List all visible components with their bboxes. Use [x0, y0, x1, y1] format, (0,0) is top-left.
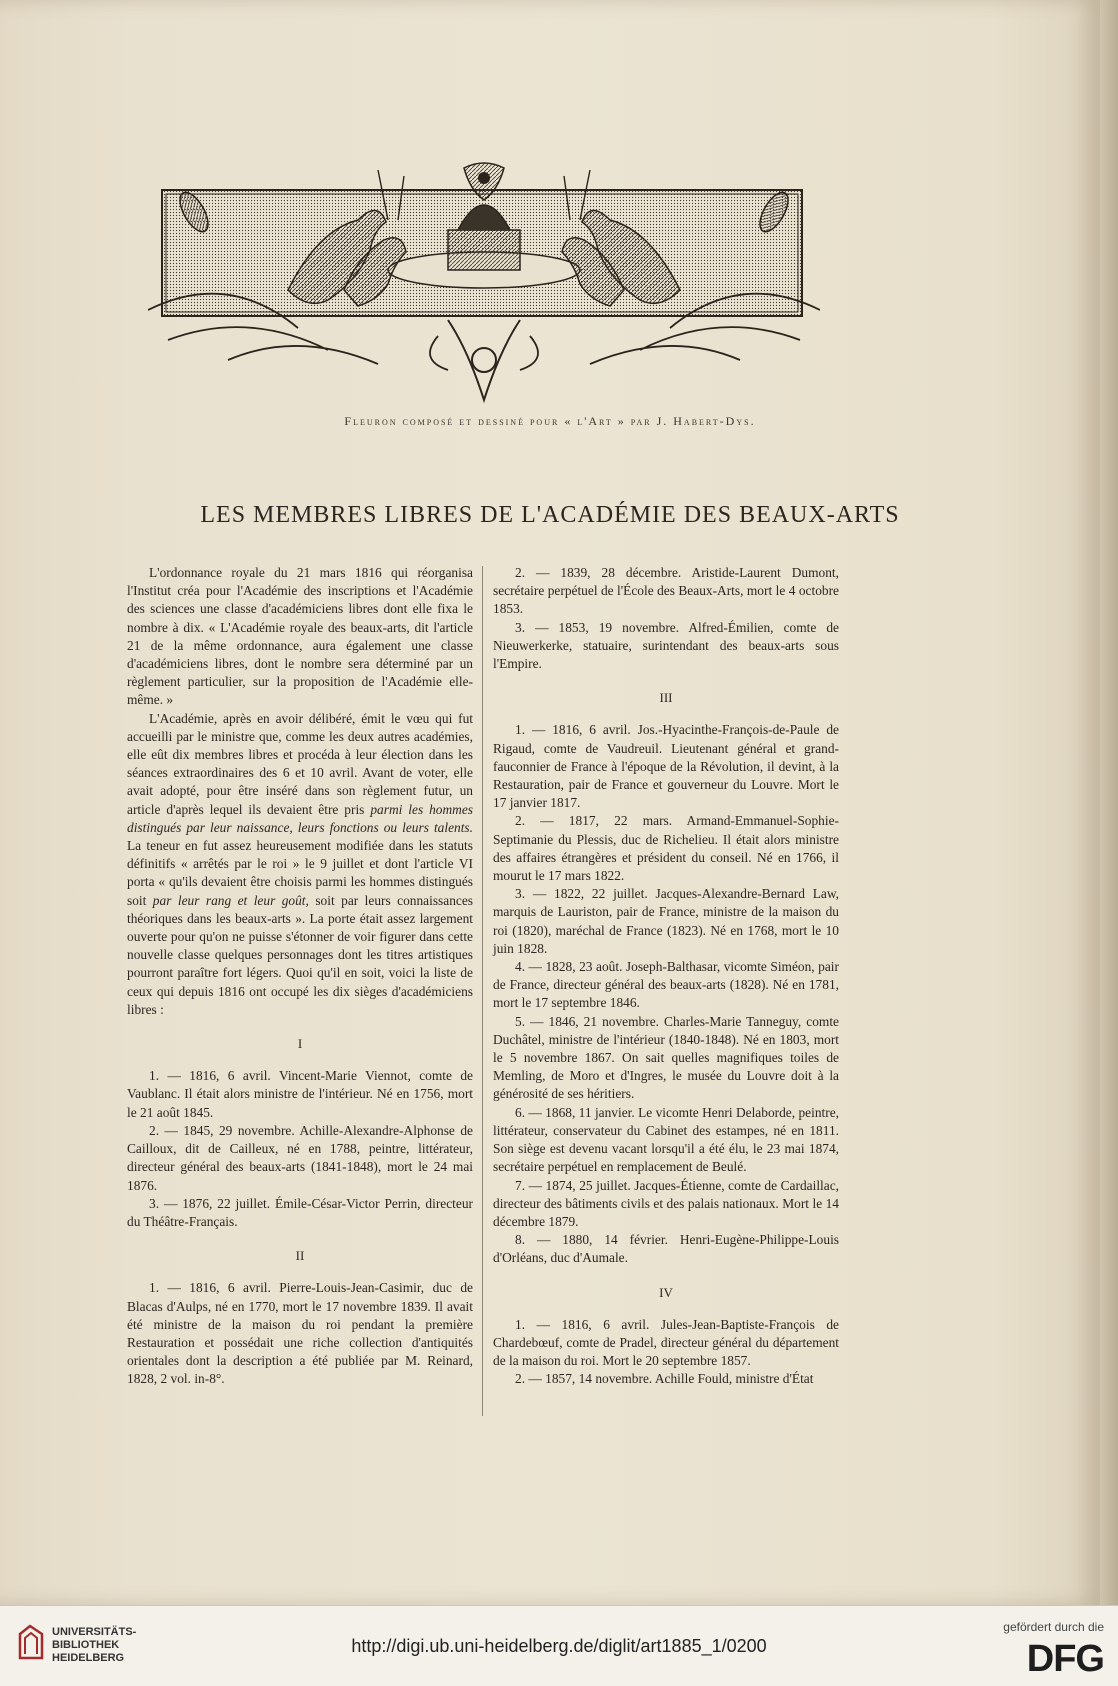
fleuron-illustration — [148, 160, 820, 410]
illustration-caption: Fleuron composé et dessiné pour « l'Art » par J. Habert-Dys. — [344, 414, 756, 428]
funding-label: gefördert durch die — [1003, 1620, 1104, 1634]
entry-iii-5: 5. — 1846, 21 novembre. Charles-Marie Tanneguy, comte Duchâtel, ministre de l'intérieur (1840-1848). Né en 1803, mort le 5 novembre 1867. On sait quelles magnifiques toiles de Memling, de Moro et d'Ingres, le musée du Louvre doit à la générosité de ses héritiers. — [493, 1013, 839, 1102]
right-column — [493, 564, 839, 1389]
viewer-footer — [0, 1605, 1118, 1686]
entry-iii-6: 6. — 1868, 11 janvier. Le vicomte Henri Delaborde, peintre, littérateur, conservateur du Cabinet des estampes, né en 1811. Son siège est devenu vacant lorsqu'il a été élu, le 23 mai 1874, secrétaire perpétuel en remplacement de Beulé. — [493, 1104, 839, 1175]
entry-iii-8: 8. — 1880, 14 février. Henri-Eugène-Philippe-Louis d'Orléans, duc d'Aumale. — [493, 1232, 839, 1266]
section-heading-i: I — [297, 1036, 303, 1052]
entry-ii-3: 3. — 1853, 19 novembre. Alfred-Émilien, comte de Nieuwerkerke, statuaire, surintendant des beaux-arts sous l'Empire. — [493, 619, 839, 672]
entry-i-1: 1. — 1816, 6 avril. Vincent-Marie Viennot, comte de Vaublanc. Il était alors ministre de l'intérieur. Né en 1756, mort le 21 août 1845. — [127, 1068, 473, 1120]
entry-iii-7: 7. — 1874, 25 juillet. Jacques-Étienne, comte de Cardaillac, directeur des bâtiments civils et des palais nationaux. Mort le 14 décembre 1879. — [493, 1177, 839, 1229]
intro-paragraph-1: L'ordonnance royale du 21 mars 1816 qui réorganisa l'Institut créa pour l'Académie des inscriptions et l'Académie des sciences une classe d'académiciens libres dont elle fixa le nombre à dix. « L'Académie royale des beaux-arts, dit l'article 21 de la même ordonnance, aura également une classe d'académiciens libres, dont le nombre sera déterminé par un règlement particulier, sur la proposition de l'Académie elle-même. » — [127, 565, 473, 708]
page-edge — [1100, 0, 1118, 1605]
entry-i-2: 2. — 1845, 29 novembre. Achille-Alexandre-Alphonse de Cailloux, dit de Cailleux, né en 1788, peintre, littérateur, directeur général des beaux-arts (1841-1848), mort le 24 mai 1876. — [127, 1122, 473, 1193]
source-url-link[interactable]: http://digi.ub.uni-heidelberg.de/diglit/art1885_1/0200 — [351, 1636, 767, 1656]
column-divider — [482, 566, 483, 1416]
entry-iv-1: 1. — 1816, 6 avril. Jules-Jean-Baptiste-François de Chardebœuf, comte de Pradel, directeur général du département de la maison du roi. Mort le 20 septembre 1857. — [493, 1316, 839, 1369]
left-column — [127, 564, 473, 1389]
entry-ii-2: 2. — 1839, 28 décembre. Aristide-Laurent Dumont, secrétaire perpétuel de l'École des Beaux-Arts, mort le 4 octobre 1853. — [493, 565, 839, 617]
entry-ii-1: 1. — 1816, 6 avril. Pierre-Louis-Jean-Casimir, duc de Blacas d'Aulps, né en 1770, mort le 17 novembre 1839. Il avait été ministre de la maison du roi pendant la première Restauration et possédait une riche collection d'antiquités orientales dont la description a été publiée par M. Reinard, 1828, 2 vol. in-8°. — [127, 1280, 473, 1387]
section-heading-ii: II — [295, 1248, 305, 1264]
section-heading-iv: IV — [659, 1284, 673, 1300]
entry-iii-4: 4. — 1828, 23 août. Joseph-Balthasar, vicomte Siméon, pair de France, directeur général des beaux-arts (1828). Né en 1781, mort le 17 septembre 1846. — [493, 959, 839, 1011]
intro-paragraph-2: L'Académie, après en avoir délibéré, émit le vœu qui fut accueilli par le ministre que, comme les deux autres académies, elle eût dix membres libres et procéda à leur élection dans les séances extraordinaires des 6 et 10 avril. Avant de voter, elle avait adopté, pour être inséré dans son règlement futur, un article d'après lequel ils devaient être pris parmi les hommes distingués par leur naissance, leurs fonctions ou leurs talents. La teneur en fut assez heureusement modifiée dans les statuts définitifs « arrêtés par le roi » le 9 juillet et dont l'article VI porta « qu'ils devaient être choisis parmi les hommes distingués soit par leur rang et leur goût, soit par leurs connaissances théoriques dans les beaux-arts ». La porte était assez largement ouverte pour qu'on ne puisse s'étonner de voir figurer dans cette nouvelle classe quelques personnages dont les titres artistiques pourront paraître fort légers. Quoi qu'il en soit, voici la liste de ceux qui depuis 1816 ont occupé les dix sièges d'académiciens libres : — [127, 710, 473, 1017]
section-heading-iii: III — [659, 690, 673, 706]
entry-iii-1: 1. — 1816, 6 avril. Jos.-Hyacinthe-François-de-Paule de Rigaud, comte de Vaudreuil. Lieutenant général et grand-fauconnier de France à l'époque de la Révolution, il devint, à la Restauration, pair de France et gouverneur du Louvre. Mort le 17 janvier 1817. — [493, 722, 839, 811]
article-title: LES MEMBRES LIBRES DE L'ACADÉMIE DES BEAUX-ARTS — [200, 502, 900, 528]
entry-iii-2: 2. — 1817, 22 mars. Armand-Emmanuel-Sophie-Septimanie du Plessis, duc de Richelieu. Il était alors ministre des affaires étrangères et président du conseil. Né en 1766, il mourut le 17 mars 1822. — [493, 813, 839, 884]
entry-iii-3: 3. — 1822, 22 juillet. Jacques-Alexandre-Bernard Law, marquis de Lauriston, pair de France, ministre de la maison du roi (1820), maréchal de France (1823). Né en 1768, mort le 10 juin 1828. — [493, 886, 839, 956]
entry-i-3: 3. — 1876, 22 juillet. Émile-César-Victor Perrin, directeur du Théâtre-Français. — [127, 1195, 473, 1229]
dfg-logo: DFG — [1026, 1638, 1104, 1680]
library-name: UNIVERSITÄTS- BIBLIOTHEK HEIDELBERG — [52, 1626, 137, 1664]
entry-iv-2: 2. — 1857, 14 novembre. Achille Fould, ministre d'État — [515, 1371, 814, 1387]
